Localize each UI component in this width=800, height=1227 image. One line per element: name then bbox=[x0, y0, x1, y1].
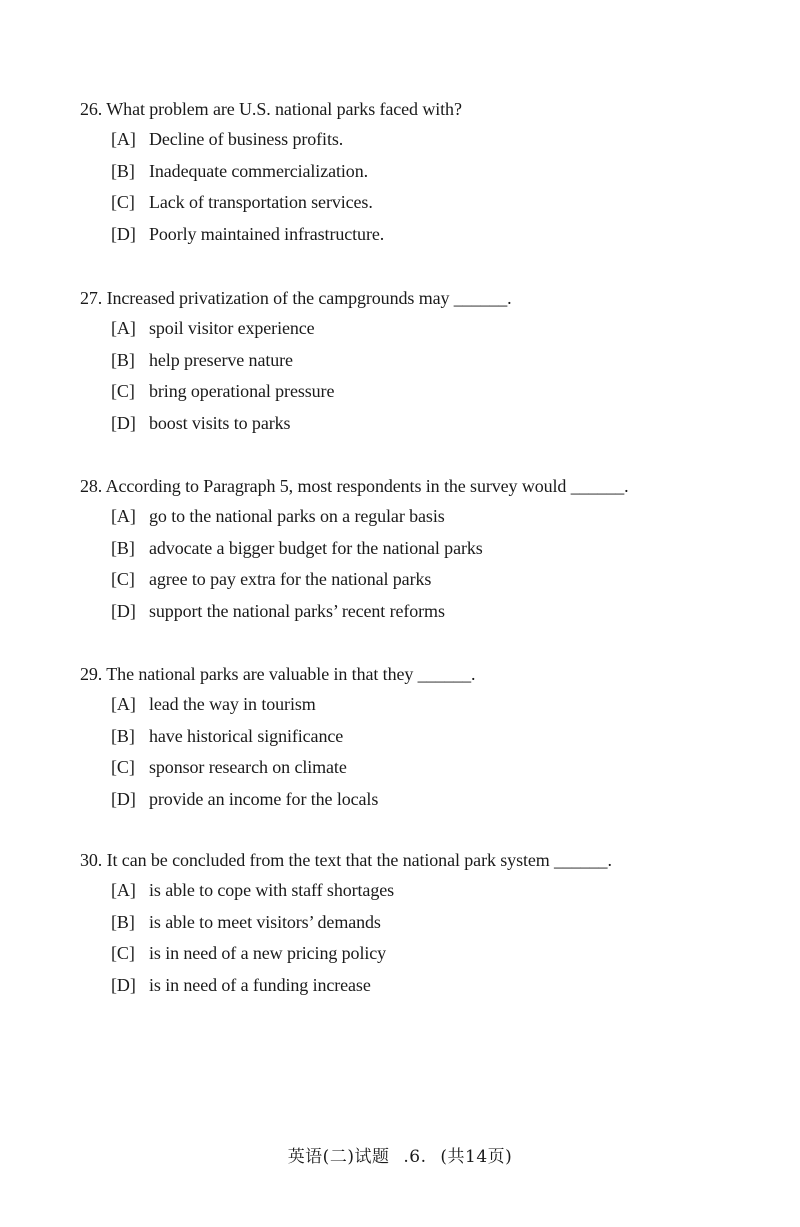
question-text: What problem are U.S. national parks faced with? bbox=[106, 99, 462, 119]
question-text: According to Paragraph 5, most respondents in the survey would ______. bbox=[105, 476, 629, 496]
question-text: It can be concluded from the text that the national park system ______. bbox=[106, 850, 612, 870]
footer-total-pages: (共14页) bbox=[440, 1147, 513, 1167]
question-stem bbox=[80, 286, 760, 310]
option-letter: A bbox=[116, 318, 130, 338]
question-number: 30. bbox=[80, 850, 103, 870]
option-letter: D bbox=[116, 788, 130, 809]
option-letter: C bbox=[116, 757, 129, 777]
option-text: spoil visitor experience bbox=[149, 318, 315, 338]
page-footer bbox=[0, 1142, 800, 1167]
option-letter: B bbox=[116, 911, 129, 932]
option-text: advocate a bigger budget for the national parks bbox=[149, 537, 483, 558]
option-letter: B bbox=[116, 537, 129, 558]
question-stem bbox=[80, 97, 760, 121]
option-text: is in need of a funding increase bbox=[149, 974, 371, 995]
option-c: [C] Lack of transportation services. bbox=[111, 192, 373, 212]
option-a: [A] spoil visitor experience bbox=[111, 318, 315, 338]
option-a: [A] lead the way in tourism bbox=[111, 694, 316, 714]
option-text: is able to cope with staff shortages bbox=[149, 880, 395, 900]
question-text: The national parks are valuable in that they ______. bbox=[106, 664, 476, 684]
question-26 bbox=[80, 97, 760, 250]
footer-page-number: .6. bbox=[403, 1147, 427, 1167]
option-letter: B bbox=[116, 349, 129, 370]
question-stem bbox=[80, 662, 760, 686]
question-stem bbox=[80, 474, 760, 498]
option-d: [D] is in need of a funding increase bbox=[111, 974, 371, 995]
option-text: lead the way in tourism bbox=[149, 694, 316, 714]
option-text: Inadequate commercialization. bbox=[149, 160, 368, 181]
option-b: [B] is able to meet visitors’ demands bbox=[111, 911, 381, 932]
option-text: help preserve nature bbox=[149, 349, 293, 370]
option-a: [A] Decline of business profits. bbox=[111, 129, 344, 149]
option-c: [C] agree to pay extra for the national parks bbox=[111, 569, 432, 589]
option-d: [D] support the national parks’ recent reforms bbox=[111, 600, 445, 621]
option-text: Poorly maintained infrastructure. bbox=[149, 223, 385, 244]
option-text: support the national parks’ recent reforms bbox=[149, 600, 445, 621]
question-number: 28. bbox=[80, 476, 103, 496]
question-text: Increased privatization of the campgrounds may ______. bbox=[106, 288, 512, 308]
question-number: 27. bbox=[80, 288, 103, 308]
option-letter: D bbox=[116, 412, 130, 433]
option-a: [A] is able to cope with staff shortages bbox=[111, 880, 395, 900]
option-text: agree to pay extra for the national parks bbox=[149, 569, 432, 589]
option-letter: A bbox=[116, 880, 130, 900]
option-letter: A bbox=[116, 694, 130, 714]
option-b: [B] Inadequate commercialization. bbox=[111, 160, 368, 181]
option-letter: A bbox=[116, 129, 130, 149]
option-letter: D bbox=[116, 600, 130, 621]
option-text: bring operational pressure bbox=[149, 381, 335, 401]
question-number: 29. bbox=[80, 664, 103, 684]
option-text: boost visits to parks bbox=[149, 412, 291, 433]
option-text: is in need of a new pricing policy bbox=[149, 943, 387, 963]
option-c: [C] sponsor research on climate bbox=[111, 757, 347, 777]
option-letter: C bbox=[116, 569, 129, 589]
option-letter: A bbox=[116, 506, 130, 526]
option-text: provide an income for the locals bbox=[149, 788, 379, 809]
question-27 bbox=[80, 286, 760, 439]
question-30 bbox=[80, 848, 760, 1001]
option-letter: B bbox=[116, 725, 129, 746]
footer-subject: 英语(二)试题 bbox=[287, 1147, 390, 1167]
option-text: go to the national parks on a regular basis bbox=[149, 506, 445, 526]
option-letter: D bbox=[116, 974, 130, 995]
question-stem bbox=[80, 848, 760, 872]
option-text: Decline of business profits. bbox=[149, 129, 344, 149]
option-text: Lack of transportation services. bbox=[149, 192, 373, 212]
option-text: sponsor research on climate bbox=[149, 757, 347, 777]
option-b: [B] help preserve nature bbox=[111, 349, 293, 370]
option-d: [D] boost visits to parks bbox=[111, 412, 291, 433]
option-letter: B bbox=[116, 160, 129, 181]
option-a: [A] go to the national parks on a regular basis bbox=[111, 506, 445, 526]
option-text: is able to meet visitors’ demands bbox=[149, 911, 381, 932]
option-letter: C bbox=[116, 381, 129, 401]
option-b: [B] advocate a bigger budget for the national parks bbox=[111, 537, 483, 558]
option-c: [C] bring operational pressure bbox=[111, 381, 335, 401]
question-29 bbox=[80, 662, 760, 815]
option-d: [D] provide an income for the locals bbox=[111, 788, 379, 809]
option-c: [C] is in need of a new pricing policy bbox=[111, 943, 387, 963]
option-letter: D bbox=[116, 223, 130, 244]
option-letter: C bbox=[116, 943, 129, 963]
question-number: 26. bbox=[80, 99, 103, 119]
question-28 bbox=[80, 474, 760, 627]
option-letter: C bbox=[116, 192, 129, 212]
option-d: [D] Poorly maintained infrastructure. bbox=[111, 223, 385, 244]
option-b: [B] have historical significance bbox=[111, 725, 344, 746]
option-text: have historical significance bbox=[149, 725, 344, 746]
